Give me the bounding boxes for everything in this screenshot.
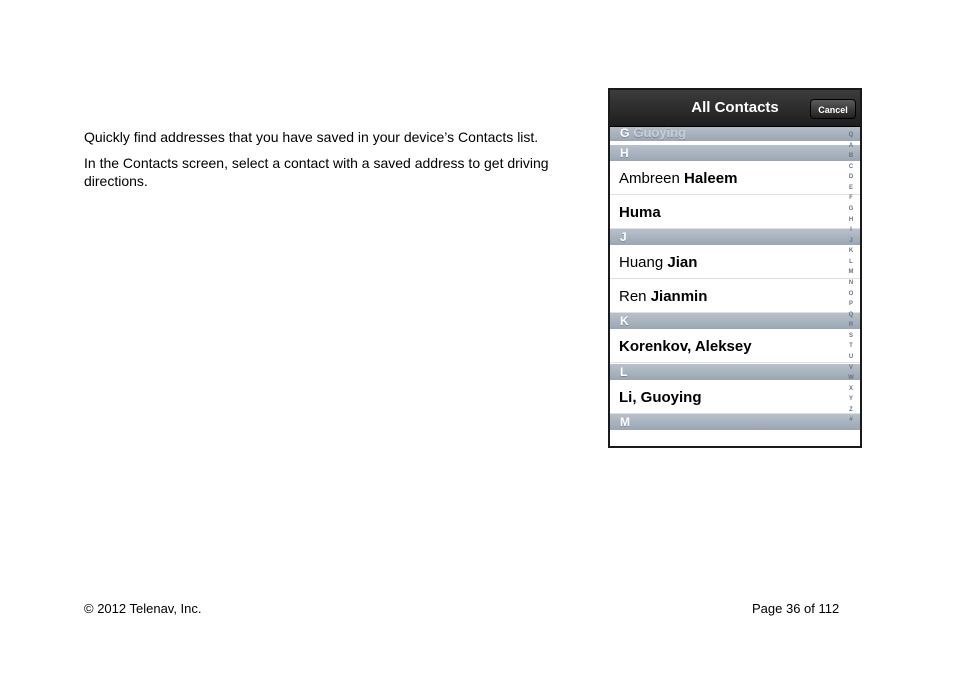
- index-letter-i[interactable]: I: [850, 227, 852, 234]
- contacts-screenshot: [608, 88, 862, 448]
- contact-last-name: Huma: [619, 204, 661, 221]
- index-letter-v[interactable]: V: [848, 364, 853, 371]
- index-letter-r[interactable]: R: [848, 322, 854, 329]
- index-letter-x[interactable]: X: [848, 385, 853, 392]
- index-letter-l[interactable]: L: [849, 258, 853, 265]
- index-letter-u[interactable]: U: [848, 354, 854, 360]
- footer-page-number: Page 36 of 112: [752, 601, 840, 616]
- index-letter-t[interactable]: T: [849, 343, 853, 350]
- contact-row[interactable]: [610, 162, 860, 195]
- index-letter-c[interactable]: C: [848, 163, 854, 170]
- contact-last-name: Jianmin: [650, 288, 708, 305]
- cancel-button[interactable]: Cancel: [810, 99, 856, 119]
- section-header-g: [610, 127, 860, 141]
- nav-bar: [610, 90, 860, 127]
- index-letter-s[interactable]: S: [848, 332, 853, 339]
- alphabet-index-bar[interactable]: [846, 132, 856, 432]
- index-letter-k[interactable]: K: [848, 248, 854, 255]
- contact-last-name: Korenkov, Aleksey: [619, 338, 752, 355]
- contact-row[interactable]: [610, 196, 860, 229]
- contacts-list[interactable]: [610, 127, 860, 446]
- contact-first-name: Huang: [619, 254, 664, 271]
- section-header-m: M: [610, 414, 860, 430]
- contact-row[interactable]: [610, 280, 860, 313]
- index-letter-hash[interactable]: #: [849, 417, 853, 424]
- index-letter-q[interactable]: Q: [848, 132, 854, 138]
- section-header-j: J: [610, 229, 860, 245]
- index-letter-w[interactable]: W: [848, 375, 854, 382]
- index-letter-g[interactable]: G: [848, 206, 854, 212]
- index-letter-p[interactable]: P: [848, 301, 853, 308]
- index-letter-j[interactable]: J: [849, 237, 853, 244]
- section-header-l: L: [610, 364, 860, 380]
- index-letter-o[interactable]: O: [848, 290, 854, 297]
- ghost-contact-name: Guoying: [633, 127, 687, 140]
- index-letter-n[interactable]: N: [848, 280, 854, 286]
- index-letter-h[interactable]: H: [848, 216, 854, 223]
- contact-last-name: Haleem: [684, 170, 738, 187]
- contact-row[interactable]: [610, 246, 860, 279]
- contact-last-name: Li, Guoying: [619, 389, 702, 406]
- index-letter-a[interactable]: A: [848, 142, 854, 149]
- instruction-paragraph: In the Contacts screen, select a contact with a saved address to get driving directions.: [84, 155, 549, 189]
- index-letter-z[interactable]: Z: [849, 406, 853, 413]
- intro-paragraph: Quickly find addresses that you have saved in your device’s Contacts list.: [84, 129, 539, 145]
- footer-copyright: © 2012 Telenav, Inc.: [84, 601, 202, 616]
- index-letter-f[interactable]: F: [849, 195, 853, 202]
- contact-last-name: Jian: [667, 254, 698, 271]
- contact-row[interactable]: [610, 381, 860, 414]
- index-letter-b[interactable]: B: [848, 153, 854, 160]
- index-letter-e[interactable]: E: [848, 184, 853, 191]
- index-letter-m[interactable]: M: [848, 269, 854, 276]
- index-letter-q[interactable]: Q: [848, 311, 854, 318]
- contact-first-name: Ren: [619, 288, 647, 305]
- index-letter-y[interactable]: Y: [848, 396, 853, 403]
- section-header-k: K: [610, 313, 860, 329]
- contact-row[interactable]: [610, 330, 860, 363]
- section-letter: G: [620, 127, 630, 140]
- section-header-h: H: [610, 145, 860, 161]
- screen-title: All Contacts: [691, 99, 779, 116]
- contact-first-name: Ambreen: [619, 170, 680, 187]
- index-letter-d[interactable]: D: [848, 174, 854, 181]
